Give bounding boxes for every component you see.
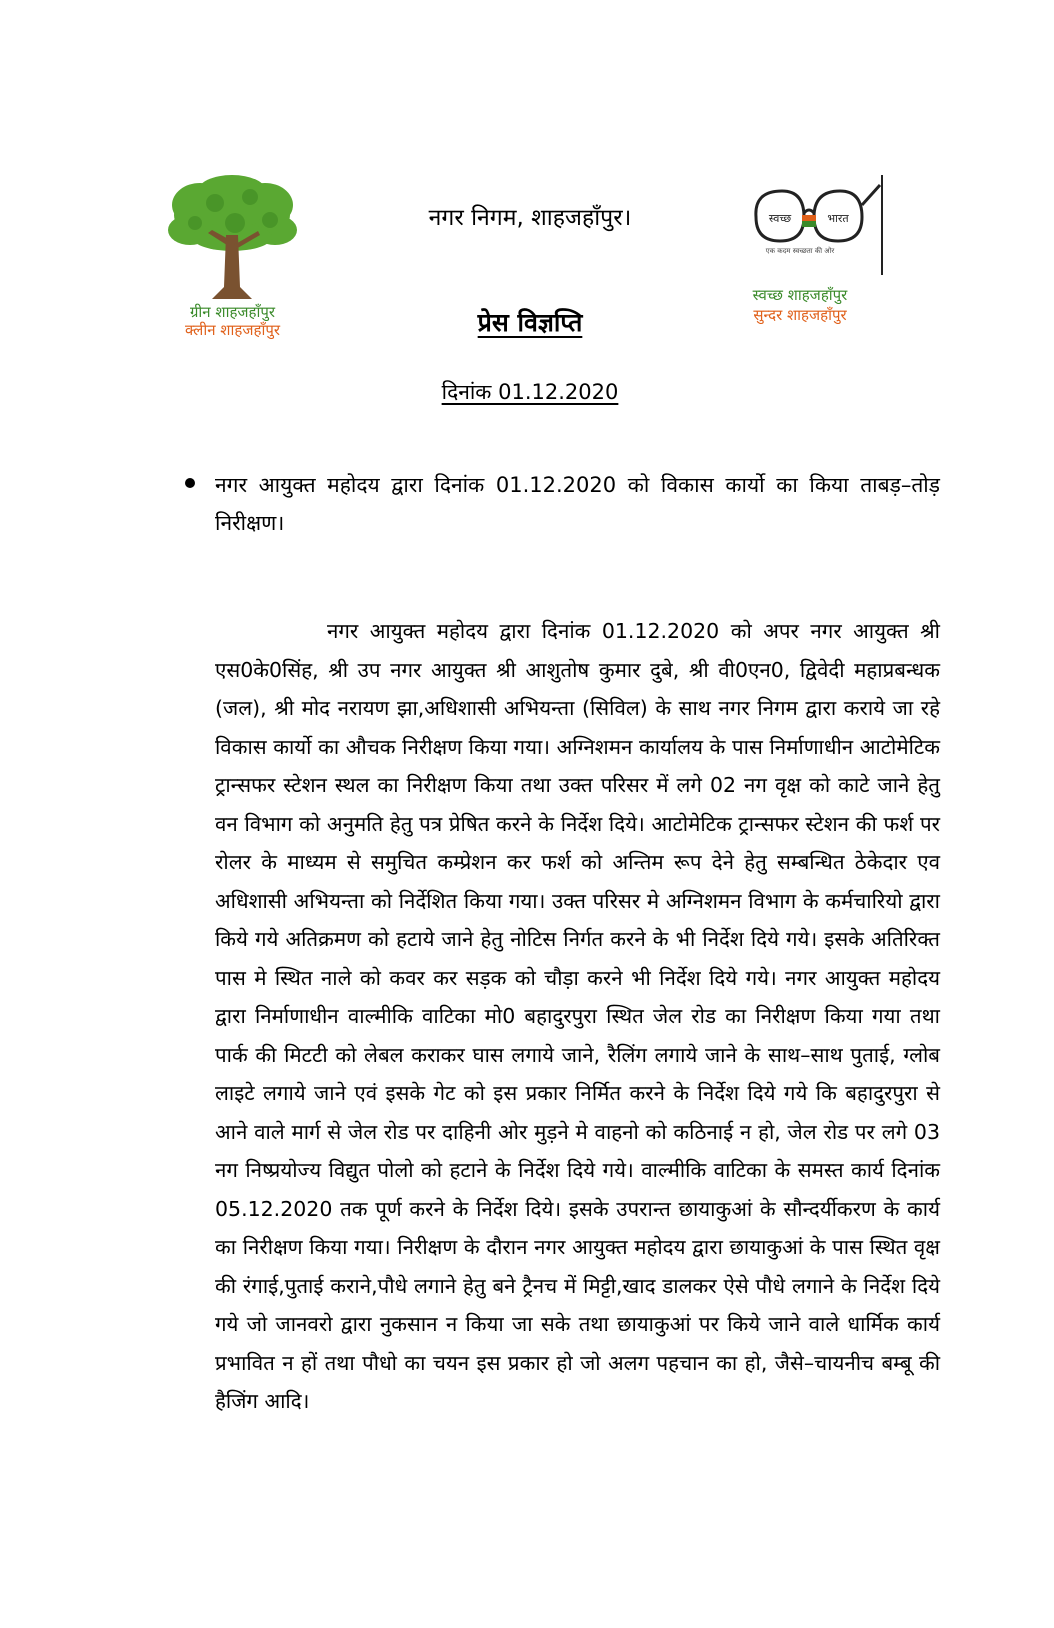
release-date: दिनांक 01.12.2020 <box>441 380 619 404</box>
gandhi-glasses-icon <box>740 175 890 275</box>
press-release-title: प्रेस विज्ञप्ति <box>477 308 583 337</box>
bullet-icon <box>185 478 195 488</box>
body-paragraph: नगर आयुक्त महोदय द्वारा दिनांक 01.12.2020 को अपर नगर आयुक्त श्री एस0के0सिंह, श्री उप नगर आयुक्त श्री आशुतोष कुमार दुबे, श्री वी0एन0, द्विवेदी महाप्रबन्धक (जल), श्री मोद नरायण झा,अधिशासी अभियन्ता (सिविल) के साथ नगर निगम द्वारा कराये जा रहे विकास कार्यो का औचक निरीक्षण किया गया। अग्निशमन कार्यालय के पास निर्माणाधीन आटोमेटिक ट्रान्सफर स्टेशन स्थल का निरीक्षण किया तथा उक्त परिसर में लगे 02 नग वृक्ष को काटे जाने हेतु वन विभाग को अनुमति हेतु पत्र प्रेषित करने के निर्देश दिये। आटोमेटिक ट्रान्सफर स्टेशन की फर्श पर रोलर के माध्यम से समुचित कम्प्रेशन कर फर्श को अन्तिम रूप देने हेतु सम्बन्धित ठेकेदार एव अधिशासी अभियन्ता को निर्देशित किया गया। उक्त परिसर मे अग्निशमन विभाग के कर्मचारियो द्वारा किये गये अतिक्रमण को हटाये जाने हेतु नोटिस निर्गत करने के भी निर्देश दिये गये। इसके अतिरिक्त पास मे स्थित नाले को कवर कर सड़क को चौड़ा करने भी निर्देश दिये गये। नगर आयुक्त महोदय द्वारा निर्माणाधीन वाल्मीकि वाटिका मो0 बहादुरपुरा स्थित जेल रोड का निरीक्षण किया गया तथा पार्क की मिटटी को लेबल कराकर घास लगाये जाने, रैलिंग लगाये जाने के साथ–साथ पुताई, ग्लोब लाइटे लगाये जाने एवं इसके गेट को इस प्रकार निर्मित करने के निर्देश दिये गये कि बहादुरपुरा से आने वाले मार्ग से जेल रोड पर दाहिनी ओर मुड़ने मे वाहनो को कठिनाई न हो, जेल रोड पर लगे 03 नग निष्प्रयोज्य विद्युत पोलो को हटाने के निर्देश दिये गये। वाल्मीकि वाटिका के समस्त कार्य दिनांक 05.12.2020 तक पूर्ण करने के निर्देश दिये। इसके उपरान्त छायाकुआं के सौन्दर्यीकरण के कार्य का निरीक्षण किया गया। निरीक्षण के दौरान नगर आयुक्त महोदय द्वारा छायाकुआं के पास स्थित वृक्ष की रंगाई,पुताई कराने,पौधे लगाने हेतु बने ट्रैनच में मिट्टी,खाद डालकर ऐसे पौधे लगाने के निर्देश दिये गये जो जानवरो द्वारा नुकसान न किया जा सके तथा छायाकुआं पर किये जाने वाले धार्मिक कार्य प्रभावित न हों तथा पौधो का चयन इस प्रकार हो जो अलग पहचान का हो, जैसे–चायनीच बम्बू की हैजिंग आदि। <box>215 619 940 1413</box>
glasses-right-text: भारत <box>827 212 849 225</box>
logo-left-line1: ग्रीन शाहजहाँपुर <box>189 303 276 321</box>
organization-name: नगर निगम, शाहजहाँपुर। <box>428 205 632 231</box>
headline: नगर आयुक्त महोदय द्वारा दिनांक 01.12.2020 को विकास कार्यो का किया ताबड़–तोड़ निरीक्षण। <box>215 473 940 535</box>
glasses-left-text: स्वच्छ <box>768 212 792 225</box>
logo-right-line1: स्वच्छ शाहजहाँपुर <box>752 286 848 304</box>
green-shahjahanpur-logo <box>160 175 305 355</box>
logo-left-line2: क्लीन शाहजहाँपुर <box>184 321 280 339</box>
swachh-bharat-logo <box>740 175 890 345</box>
logo-tagline: एक कदम स्वच्छता की ओर <box>765 247 835 255</box>
tree-icon <box>160 175 305 303</box>
logo-right-line2: सुन्दर शाहजहाँपुर <box>753 306 847 324</box>
